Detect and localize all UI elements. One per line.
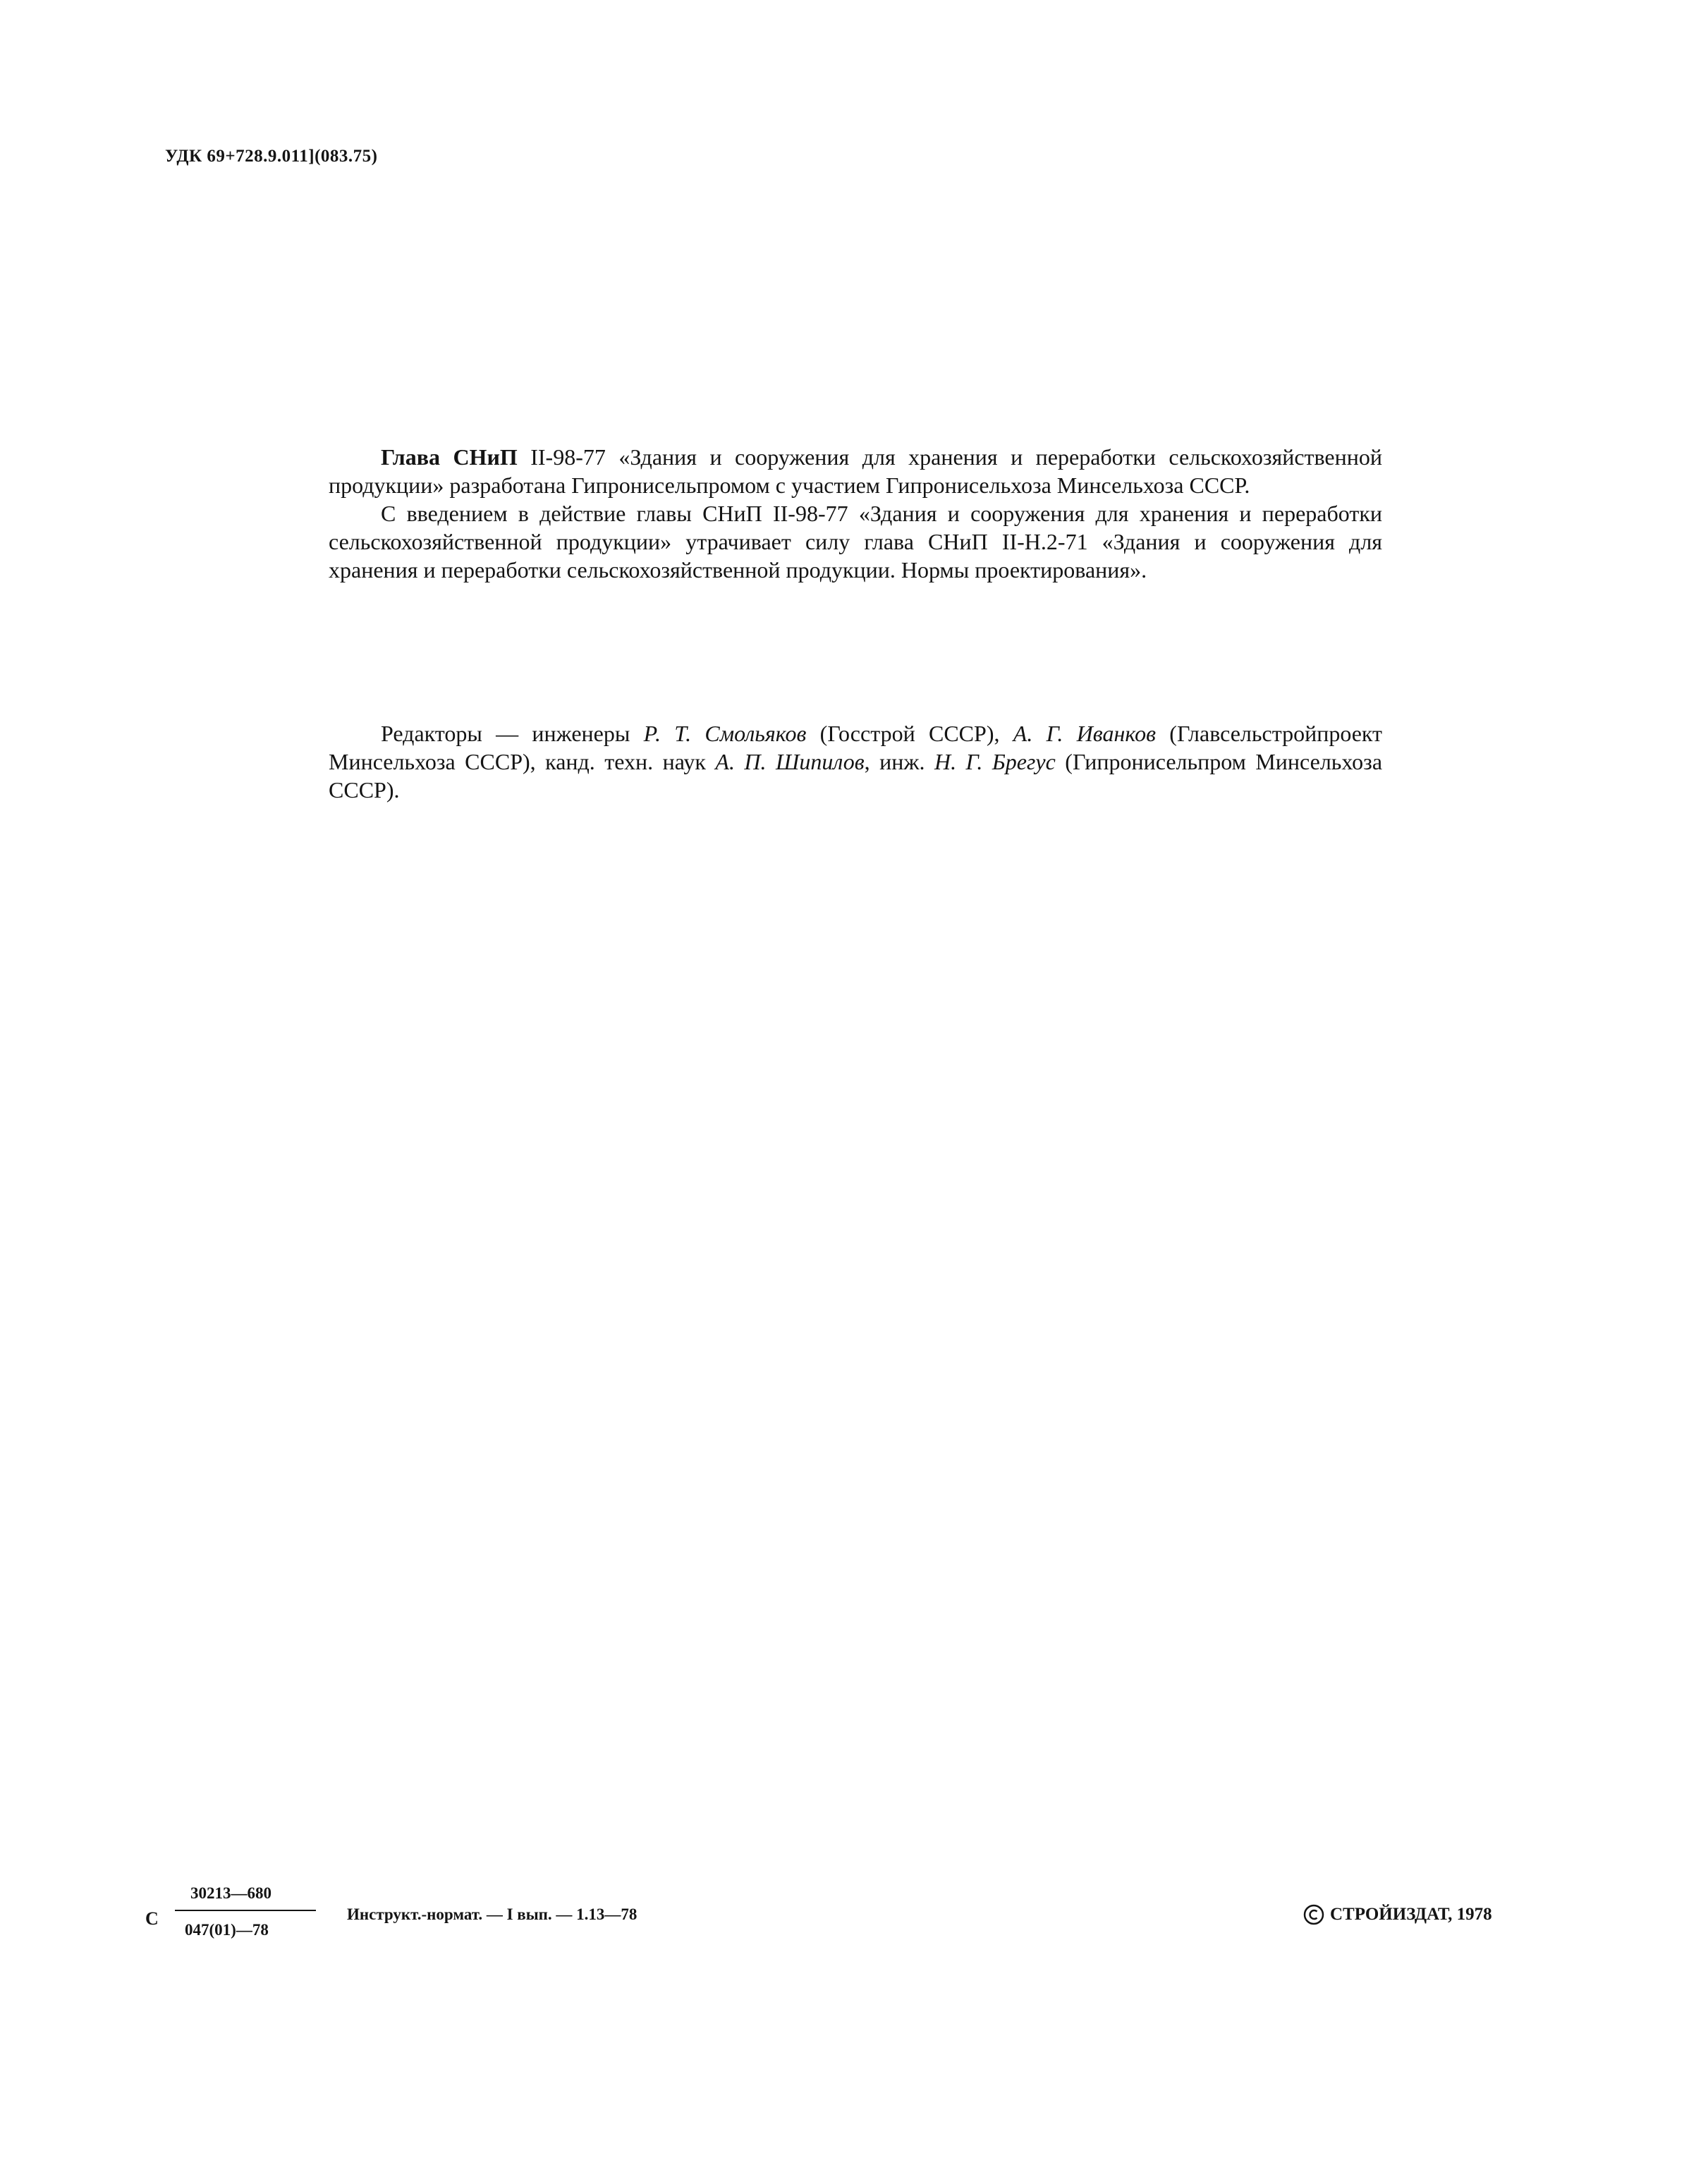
editor-name-1: Р. Т. Смольяков xyxy=(643,721,807,746)
editor-name-2: А. Г. Иванков xyxy=(1013,721,1156,746)
intro-lead: Глава СНиП xyxy=(381,444,518,470)
editors-text-1: Редакторы — инженеры xyxy=(381,721,644,746)
intro-paragraph-1 xyxy=(329,443,1382,499)
editors-text-2: (Госстрой СССР), xyxy=(806,721,1013,746)
editors-paragraph xyxy=(329,719,1382,804)
editors-text-5: (Гипронисельпром Минсельхоза СССР). xyxy=(329,749,1383,803)
intro-text xyxy=(329,443,1382,584)
publication-code-denominator: 047(01)—78 xyxy=(185,1921,269,1939)
copyright-icon xyxy=(1303,1904,1324,1925)
instruction-code: Инструкт.-нормат. — I вып. — 1.13—78 xyxy=(347,1905,638,1923)
editors-text-4: , инж. xyxy=(864,749,934,774)
editor-name-4: Н. Г. Брегус xyxy=(934,749,1056,774)
publisher-name: СТРОЙИЗДАТ, 1978 xyxy=(1330,1905,1492,1924)
publication-code-numerator: 30213—680 xyxy=(190,1884,272,1902)
intro-paragraph-1-text: II-98-77 «Здания и сооружения для хранения и переработки сельскохозяйственной продукции» разработана Гипронисельпромом с участием Гипронисельхоза Минсельхоза СССР. xyxy=(329,444,1383,498)
intro-paragraph-2: С введением в действие главы СНиП II-98-77 «Здания и сооружения для хранения и переработки сельскохозяйственной продукции» утрачивает силу глава СНиП II-Н.2-71 «Здания и сооружения для хранения и переработки сельскохозяйственной продукции. Нормы проектирования». xyxy=(329,501,1382,583)
editor-name-3: А. П. Шипилов xyxy=(715,749,865,774)
publication-code-letter: С xyxy=(145,1908,159,1929)
udc-code: УДК 69+728.9.011](083.75) xyxy=(165,147,378,166)
publisher-copyright xyxy=(1303,1904,1492,1925)
fraction-bar xyxy=(175,1910,316,1911)
editors-text-3: (Главсельстройпроект Минсельхоза СССР), канд. техн. наук xyxy=(329,721,1383,774)
editors-credits xyxy=(329,719,1382,804)
